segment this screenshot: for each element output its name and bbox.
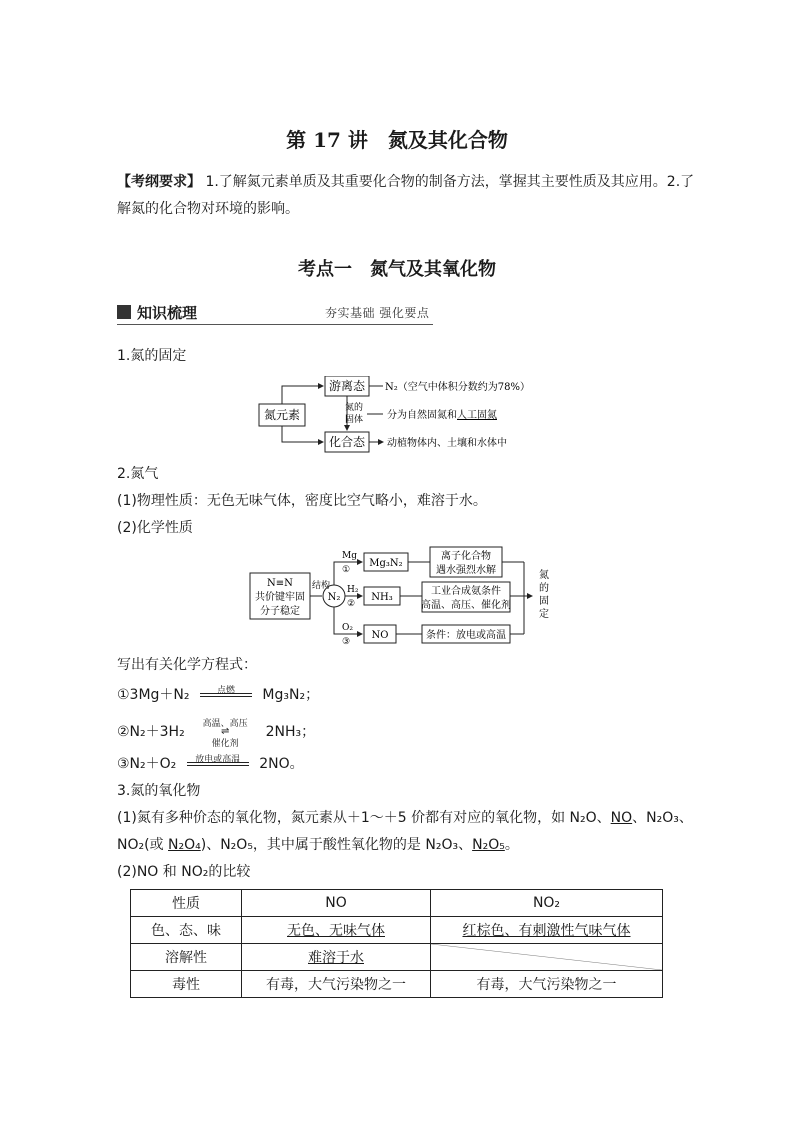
n2-center: N₂ xyxy=(327,592,341,603)
eq1-left: ①3Mg＋N₂ xyxy=(117,687,190,703)
arrow-label-2: 固体 xyxy=(345,415,364,425)
equation-3 xyxy=(117,754,304,774)
n2-flow-diagram xyxy=(248,546,558,648)
eq2-cond-top: 高温、高压 xyxy=(202,719,248,729)
product-3: NO xyxy=(371,630,389,641)
structure-line-1: N≡N xyxy=(267,578,293,589)
compare-heading: (2)NO 和 NO₂的比较 xyxy=(117,864,251,880)
syllabus-tag: 【考纲要求】 xyxy=(117,174,201,190)
eq3-left: ③N₂＋O₂ xyxy=(117,756,177,772)
table-row: 毒性 有毒，大气污染物之一 有毒，大气污染物之一 xyxy=(131,971,663,998)
eq3-cond: 放电或高温 xyxy=(195,755,241,765)
reagent-h2: H₂ xyxy=(347,585,359,595)
syllabus-line-1 xyxy=(117,172,694,192)
side-c1: 氮 xyxy=(539,570,549,581)
reagent-mg: Mg xyxy=(342,551,357,561)
side-c3: 固 xyxy=(539,596,549,607)
eq2-right: 2NH₃； xyxy=(265,724,316,740)
n2-note: N₂（空气中体积分数约为78%） xyxy=(385,382,530,393)
eq3-arrow xyxy=(187,755,249,766)
product-2: NH₃ xyxy=(371,592,393,603)
structure-line-3: 分子稳定 xyxy=(260,606,300,617)
syllabus-line-2: 解氮的化合物对环境的影响。 xyxy=(117,201,299,217)
fix-note: 分为自然固氮和人工固氮 xyxy=(387,410,497,421)
num-1: ① xyxy=(342,565,351,575)
desc-1b: 遇水强烈水解 xyxy=(436,565,496,576)
knowledge-title: 知识梳理 xyxy=(137,304,198,322)
desc-1a: 离子化合物 xyxy=(441,551,491,562)
knowledge-bar xyxy=(117,302,433,325)
side-c2: 的 xyxy=(539,583,549,594)
th-no2: NO₂ xyxy=(431,890,663,917)
table-row: 溶解性 难溶于水 xyxy=(131,944,663,971)
equation-1 xyxy=(117,685,319,705)
eq1-right: Mg₃N₂； xyxy=(262,687,320,703)
eq2-arrow: 高温、高压 ⇌ 催化剂 xyxy=(193,728,257,736)
section-title: 考点一 氮气及其氧化物 xyxy=(298,259,496,280)
knowledge-square-icon xyxy=(117,305,131,319)
oxides-para-1: (1)氮有多种价态的氧化物，氮元素从＋1～＋5 价都有对应的氧化物，如 N₂O、NO、N₂O₃、 xyxy=(117,810,693,826)
th-no: NO xyxy=(242,890,431,917)
eq3-right: 2NO。 xyxy=(259,756,304,772)
desc-3a: 条件：放电或高温 xyxy=(426,630,506,641)
oxides-para-2: NO₂(或 N₂O₄)、N₂O₅，其中属于酸性氧化物的是 N₂O₃、N₂O₅。 xyxy=(117,837,519,853)
knowledge-subtitle: 夯实基础 强化要点 xyxy=(325,306,430,320)
s3-heading: 3.氮的氧化物 xyxy=(117,783,201,799)
combined-note: 动植物体内、土壤和水体中 xyxy=(387,438,507,449)
physical-properties: (1)物理性质：无色无味气体，密度比空气略小，难溶于水。 xyxy=(117,493,487,509)
equation-2 xyxy=(117,719,316,749)
num-2: ② xyxy=(347,599,356,609)
product-1: Mg₃N₂ xyxy=(369,558,403,569)
side-label-vertical xyxy=(539,568,549,620)
s1-heading: 1.氮的固定 xyxy=(117,348,187,364)
syllabus-text-1: 1.了解氮元素单质及其重要化合物的制备方法，掌握其主要性质及其应用。2.了 xyxy=(205,174,695,190)
diagonal-cell xyxy=(431,944,663,971)
arrow-label-1: 氮的 xyxy=(345,403,364,413)
s2-heading: 2.氮气 xyxy=(117,466,159,482)
element-label: 氮元素 xyxy=(263,408,301,422)
eq2-left: ②N₂＋3H₂ xyxy=(117,724,185,740)
free-state-label: 游离态 xyxy=(328,379,366,393)
table-row: 色、态、味 无色、无味气体 红棕色、有刺激性气味气体 xyxy=(131,917,663,944)
desc-2b: 高温、高压、催化剂 xyxy=(421,600,511,611)
table-header-row xyxy=(131,890,663,917)
num-3: ③ xyxy=(342,637,351,647)
eq1-cond: 点燃 xyxy=(216,686,235,696)
chemical-properties-heading: (2)化学性质 xyxy=(117,520,193,536)
reagent-o2: O₂ xyxy=(342,623,353,633)
comparison-table xyxy=(130,889,663,998)
th-property: 性质 xyxy=(131,890,242,917)
eq2-cond-bot: 催化剂 xyxy=(211,739,239,749)
page-title: 第 17 讲 氮及其化合物 xyxy=(286,128,508,152)
combined-state-label: 化合态 xyxy=(328,435,366,449)
struct-label: 结构 xyxy=(312,581,331,591)
write-equations: 写出有关化学方程式： xyxy=(117,657,257,673)
side-c4: 定 xyxy=(539,609,549,620)
structure-line-2: 共价键牢固 xyxy=(255,592,305,603)
fixation-diagram xyxy=(255,376,555,456)
eq1-arrow xyxy=(200,686,252,697)
desc-2a: 工业合成氨条件 xyxy=(431,586,501,597)
